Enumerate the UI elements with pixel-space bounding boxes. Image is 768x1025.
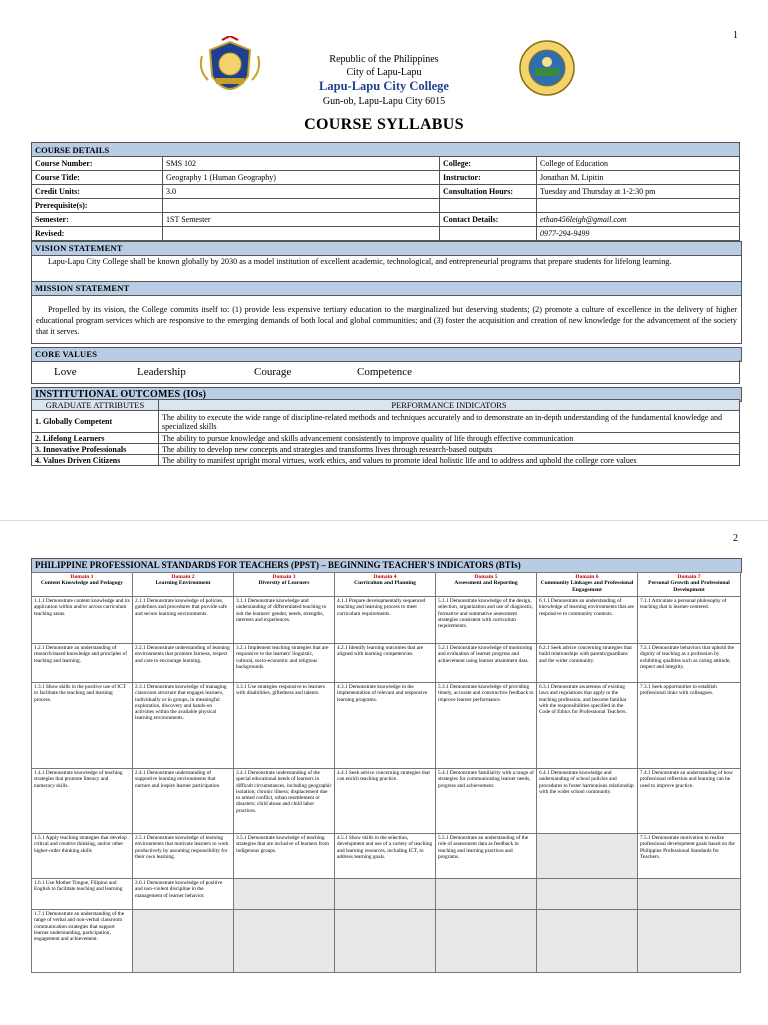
indicator-cell: 7.5.1 Demonstrate motivation to realize professional development goals based on the Philippine Professional Standards for Teachers. [638,834,741,879]
performance-indicator: The ability to manifest upright moral virtues, work ethics, and values to promote ideal holistic life and to address and uphold the college core values [159,455,740,466]
column-header: PERFORMANCE INDICATORS [159,400,740,411]
label-consultation-hours: Consultation Hours: [440,185,537,199]
indicator-cell: 4.5.1 Show skills in the selection, development and use of a variety of teaching and learning resources, including ICT, to address learning goals. [335,834,436,879]
core-value-leadership: Leadership [137,366,186,378]
value-phone: 0977-294-9499 [537,227,740,241]
value-instructor: Jonathan M. Lipitin [537,171,740,185]
domain-number: Domain 5 [474,574,498,580]
table-row [32,157,740,171]
ppst-band: PHILIPPINE PROFESSIONAL STANDARDS FOR TEACHERS (PPST) – BEGINNING TEACHER'S INDICATORS (BTIs) [31,558,742,573]
value-email: ethan456leigh@gmail.com [537,213,740,227]
indicator-cell: 7.1.1 Articulate a personal philosophy of teaching that is learner-centered. [638,597,741,644]
indicator-cell: 7.4.1 Demonstrate an understanding of how professional reflection and learning can be used to improve practice. [638,769,741,834]
label-prerequisites: Prerequisite(s): [32,199,163,213]
domain-number: Domain 6 [575,574,599,580]
indicator-cell: 4.3.1 Demonstrate knowledge in the implementation of relevant and responsive learning programs. [335,683,436,769]
indicator-cell [335,910,436,973]
indicator-cell: 4.1.1 Prepare developmentally sequenced teaching and learning process to meet curriculum requirements. [335,597,436,644]
graduate-attribute: 1. Globally Competent [32,411,159,433]
indicator-cell [537,834,638,879]
indicator-cell [436,910,537,973]
table-row [32,199,740,213]
institutional-outcomes-table [31,399,740,466]
domain-header [638,573,741,597]
indicator-cell: 5.3.1 Demonstrate knowledge of providing timely, accurate and constructive feedback to improve learner performance. [436,683,537,769]
value-credit-units: 3.0 [163,185,440,199]
indicator-cell [537,910,638,973]
value-semester: 1ST Semester [163,213,440,227]
indicator-cell: 6.1.1 Demonstrate an understanding of knowledge of learning environments that are responsive to community contexts. [537,597,638,644]
domain-header-row [32,573,741,597]
table-row [32,683,741,769]
table-row [32,644,741,683]
value-consultation-hours: Tuesday and Thursday at 1-2:30 pm [537,185,740,199]
indicator-cell: 1.7.1 Demonstrate an understanding of the range of verbal and non-verbal classroom communication strategies that support learner understanding, participation, engagement and achievement. [32,910,133,973]
page-number: 1 [733,30,738,41]
header-address: Gun-ob, Lapu-Lapu City 6015 [322,96,446,107]
vision-band: VISION STATEMENT [31,241,742,256]
indicator-cell: 3.1.1 Demonstrate knowledge and understanding of differentiated teaching to suit the learners' gender, needs, strengths, interests and experiences. [234,597,335,644]
indicator-cell: 1.5.1 Apply teaching strategies that develop critical and creative thinking, and/or other higher-order thinking skills [32,834,133,879]
page-title: COURSE SYLLABUS [304,116,464,133]
table-header-row [32,400,740,411]
core-value-courage: Courage [254,366,292,378]
indicator-cell: 1.1.1 Demonstrate content knowledge and its application within and/or across curriculum teaching areas. [32,597,133,644]
label-empty [440,227,537,241]
indicator-cell: 2.2.1 Demonstrate understanding of learning environments that promote fairness, respect and care to encourage learning. [133,644,234,683]
table-row [32,910,741,973]
domain-number: Domain 1 [70,574,94,580]
label-semester: Semester: [32,213,163,227]
label-revised: Revised: [32,227,163,241]
value-course-title: Geography 1 (Human Geography) [163,171,440,185]
indicator-cell: 5.5.1 Demonstrate an understanding of the role of assessment data as feedback in teaching and learning practices and programs. [436,834,537,879]
performance-indicator: The ability to pursue knowledge and skills advancement consistently to improve quality of life through effective communication [159,433,740,444]
domain-header [537,573,638,597]
value-course-number: SMS 102 [163,157,440,171]
indicator-cell: 4.4.1 Seek advice concerning strategies that can enrich teaching practice. [335,769,436,834]
value-prerequisites [163,199,440,213]
indicator-cell: 7.3.1 Seek opportunities to establish professional links with colleagues. [638,683,741,769]
label-college: College: [440,157,537,171]
performance-indicator: The ability to execute the wide range of discipline-related methods and techniques accurately and to demonstrate an in-depth understanding of the fundamental knowledge and specialized skills [159,411,740,433]
indicator-cell: 1.6.1 Use Mother Tongue, Filipino and English to facilitate teaching and learning [32,879,133,910]
table-row [32,879,741,910]
indicator-cell: 1.2.1 Demonstrate an understanding of research-based knowledge and principles of teaching and learning. [32,644,133,683]
indicator-cell: 2.5.1 Demonstrate knowledge of learning environments that motivate learners to work productively by assuming responsibility for their own learning. [133,834,234,879]
indicator-cell [537,879,638,910]
label-course-title: Course Title: [32,171,163,185]
domain-header [32,573,133,597]
indicator-cell: 3.3.1 Use strategies responsive to learners with disabilities, giftedness and talents. [234,683,335,769]
indicator-cell: 5.4.1 Demonstrate familiarity with a range of strategies for communicating learner needs, progress and achievement. [436,769,537,834]
indicator-cell: 2.1.1 Demonstrate knowledge of policies, guidelines and procedures that provide safe and secure learning environments. [133,597,234,644]
domain-header [335,573,436,597]
indicator-cell [638,879,741,910]
indicator-cell: 7.2.1 Demonstrate behaviors that uphold the dignity of teaching as a profession by exhibiting qualities such as caring attitude, respect and integrity. [638,644,741,683]
indicator-cell: 2.3.1 Demonstrate knowledge of managing classroom structure that engages learners, individually or in groups, in meaningful exploration, discovery and hands-on activities within the available physical learning environments. [133,683,234,769]
table-row [32,444,740,455]
indicator-cell [234,910,335,973]
mission-text: Propelled by its vision, the College commits itself to: (1) provide less expensive tertiary education to the marginalized but deserving students; (2) promote a culture of excellence in the delivery of higher educational program services which are responsive to the emerging demands of both local and global communities; and (3) foster the acquisition and creation of new knowledge for the advancement of the society that it serves. [31,294,742,344]
indicator-cell: 3.4.1 Demonstrate understanding of the special educational needs of learners in difficult circumstances, including geographic isolation; chronic illness; displacement due to armed conflict, urban resettlement or disasters; child abuse and child labor practices. [234,769,335,834]
graduate-attribute: 4. Values Driven Citizens [32,455,159,466]
table-row [32,433,740,444]
indicator-cell: 1.4.1 Demonstrate knowledge of teaching strategies that promote literacy and numeracy skills. [32,769,133,834]
course-details-table [31,142,740,241]
performance-indicator: The ability to develop new concepts and strategies and transforms lives through research-based outputs [159,444,740,455]
indicator-cell: 5.1.1 Demonstrate knowledge of the design, selection, organization and use of diagnostic, formative and summative assessment strategies consistent with curriculum requirements. [436,597,537,644]
indicator-cell: 6.3.1 Demonstrate awareness of existing laws and regulations that apply to the teaching profession, and become familiar with the responsibilities specified in the Code of Ethics for Professional Teachers. [537,683,638,769]
institutional-outcomes-band: INSTITUTIONAL OUTCOMES (IOs) [31,387,742,402]
core-values-row [31,360,740,384]
table-row [32,834,741,879]
table-row [32,597,741,644]
label-instructor: Instructor: [440,171,537,185]
domain-number: Domain 7 [677,574,701,580]
indicator-cell [234,879,335,910]
domain-number: Domain 2 [171,574,195,580]
header-republic: Republic of the Philippines [329,54,439,65]
header-college-name: Lapu-Lapu City College [319,79,449,93]
table-row [32,769,741,834]
vision-text: Lapu-Lapu City College shall be known globally by 2030 as a model institution of excellent academic, technological, and entrepreneurial programs that prepare students for lifelong learning. [31,254,742,283]
domain-header [234,573,335,597]
domain-number: Domain 3 [272,574,296,580]
indicator-cell: 2.4.1 Demonstrate understanding of supportive learning environments that nurture and inspire learner participation [133,769,234,834]
indicator-cell: 2.6.1 Demonstrate knowledge of positive and non-violent discipline in the management of learner behavior. [133,879,234,910]
core-value-competence: Competence [357,366,412,378]
page-number: 2 [733,533,738,544]
table-row [32,185,740,199]
domain-name: Learning Environment [155,580,211,587]
label-course-number: Course Number: [32,157,163,171]
course-details-band: COURSE DETAILS [32,143,740,157]
value-revised [163,227,440,241]
syllabus-page-1 [0,0,768,508]
core-values-band: CORE VALUES [31,347,742,362]
table-row [32,455,740,466]
indicator-cell [436,879,537,910]
ppst-indicators-table [31,572,741,973]
domain-name: Personal Growth and Professional Development [648,580,730,593]
indicator-cell: 3.5.1 Demonstrate knowledge of teaching strategies that are inclusive of learners from indigenous groups. [234,834,335,879]
domain-number: Domain 4 [373,574,397,580]
label-empty [440,199,537,213]
column-header: GRADUATE ATTRIBUTES [32,400,159,411]
domain-header [133,573,234,597]
table-row [32,411,740,433]
value-college: College of Education [537,157,740,171]
graduate-attribute: 2. Lifelong Learners [32,433,159,444]
graduate-attribute: 3. Innovative Professionals [32,444,159,455]
indicator-cell: 6.2.1 Seek advice concerning strategies that build relationships with parents/guardians and the wider community. [537,644,638,683]
syllabus-page-2 [0,520,768,1025]
indicator-cell: 1.3.1 Show skills in the positive use of ICT to facilitate the teaching and learning process. [32,683,133,769]
indicator-cell: 5.2.1 Demonstrate knowledge of monitoring and evaluation of learner progress and achievement using learner attainment data. [436,644,537,683]
domain-name: Content Knowledge and Pedagogy [40,580,124,587]
table-row [32,171,740,185]
domain-name: Assessment and Reporting [454,580,518,587]
indicator-cell [638,910,741,973]
core-value-love: Love [54,366,77,378]
label-contact-details: Contact Details: [440,213,537,227]
value-empty [537,199,740,213]
domain-name: Diversity of Learners [258,580,310,587]
domain-name: Community Linkages and Professional Engagement [540,580,634,593]
indicator-cell: 4.2.1 Identify learning outcomes that are aligned with learning competencies. [335,644,436,683]
table-row [32,227,740,241]
indicator-cell [133,910,234,973]
mission-band: MISSION STATEMENT [31,281,742,296]
header-city: City of Lapu-Lapu [346,67,422,78]
indicator-cell: 6.4.1 Demonstrate knowledge and understanding of school policies and procedures to foster harmonious relationship with the wider school community. [537,769,638,834]
domain-name: Curriculum and Planning [354,580,416,587]
indicator-cell: 3.2.1 Implement teaching strategies that are responsive to the learners' linguistic, cultural, socio-economic and religious backgrounds. [234,644,335,683]
domain-header [436,573,537,597]
indicator-cell [335,879,436,910]
label-credit-units: Credit Units: [32,185,163,199]
table-row [32,213,740,227]
